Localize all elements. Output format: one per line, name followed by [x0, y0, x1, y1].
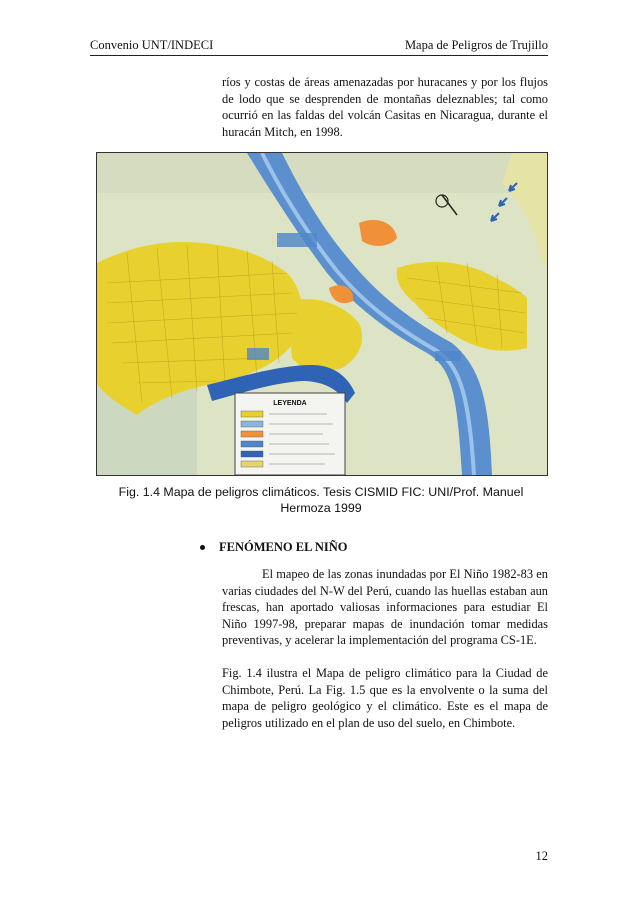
hazard-map-figure: [96, 152, 548, 476]
legend-title: LEYENDA: [273, 400, 307, 407]
header-rule: [90, 55, 548, 56]
hazard-map-image: [97, 153, 547, 475]
page-header: [90, 38, 548, 54]
header-left-text: Convenio UNT/INDECI: [90, 38, 214, 52]
bullet-icon: [200, 545, 205, 550]
caption-line-2: Hermoza 1999: [280, 501, 362, 515]
section-paragraph-2: Fig. 1.4 ilustra el Mapa de peligro climático para la Ciudad de Chimbote, Perú. La Fig. 1.5 que es la envolvente o la suma del mapa de peligro geológico y el climático. Este es el mapa de peligros utilizado en el plan de uso del suelo, en Chimbote.: [222, 666, 548, 730]
page-number: 12: [535, 849, 548, 863]
figure-caption: [96, 484, 546, 516]
header-right-text: Mapa de Peligros de Trujillo: [404, 38, 548, 52]
section-paragraph-1: El mapeo de las zonas inundadas por El Niño 1982-83 en varias ciudades del N-W del Perú, cuando las huellas estaban aun frescas, han aportado valiosas informaciones para estudiar El Niño 1997-98, preparar mapas de inundación tomar medidas preventivas, y acelerar la implementación del programa CS-1E.: [222, 567, 548, 648]
section-heading-text: FENÓMENO EL NIÑO: [219, 540, 348, 554]
section-heading: [200, 540, 348, 555]
caption-line-1: Fig. 1.4 Mapa de peligros climáticos. Tesis CISMID FIC: UNI/Prof. Manuel: [118, 485, 524, 499]
intro-paragraph: ríos y costas de áreas amenazadas por huracanes y por los flujos de lodo que se desprenden de montañas deleznables; tal como ocurrió en las faldas del volcán Casitas en Nicaragua, durante el huracán Mitch, en 1998.: [222, 75, 548, 139]
